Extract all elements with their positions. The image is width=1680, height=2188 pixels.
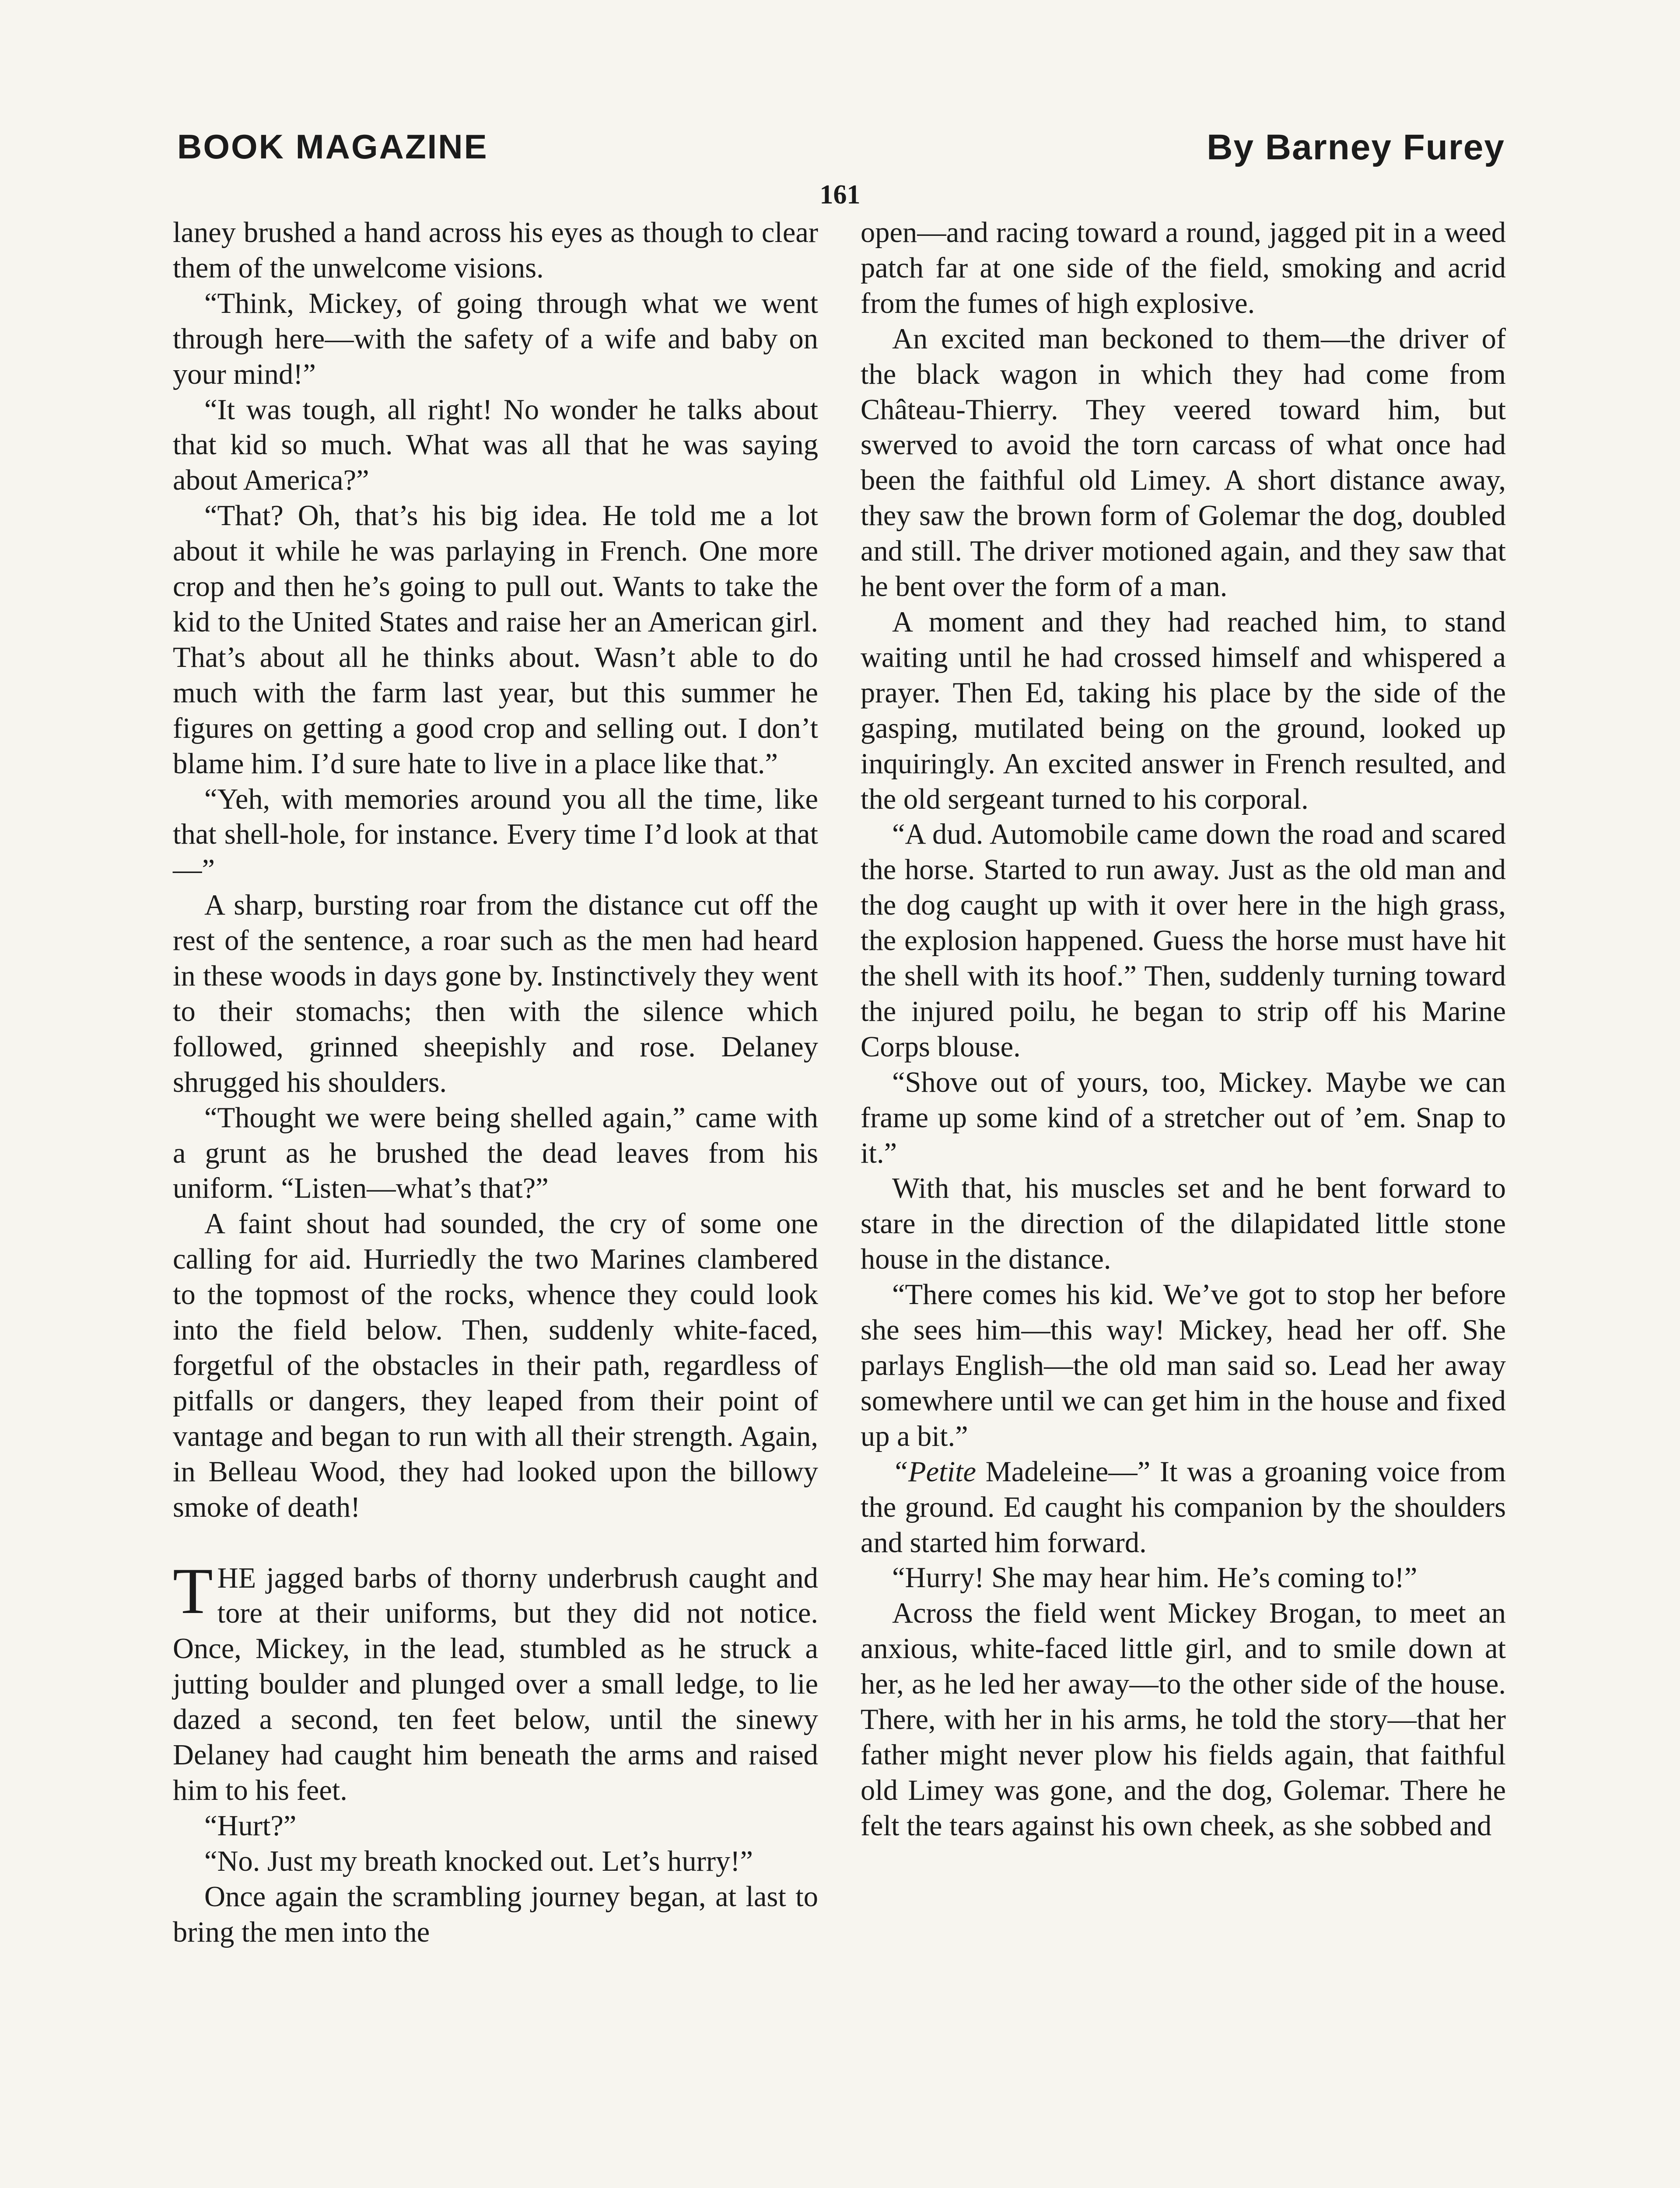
paragraph: A sharp, bursting roar from the distance cut off the rest of the sentence, a roar such as the men had heard in these woods in days gone by. Instinctively they went to their stomachs; then with the silence which followed, grinned sheepishly and rose. Delaney shrugged his shoulders. bbox=[173, 889, 818, 1098]
section-break bbox=[173, 1525, 818, 1561]
paragraph: “There comes his kid. We’ve got to stop her before she sees him—this way! Mickey, head her off. She parlays English—the old man said so. Lead her away somewhere until we can get him in the house and fixed up a bit.” bbox=[861, 1279, 1506, 1452]
magazine-title: BOOK MAGAZINE bbox=[177, 127, 488, 166]
paragraph: “A dud. Automobile came down the road and scared the horse. Started to run away. Just as the old man and the dog caught up with it over here in the high grass, the explosion happened. Guess the horse must have hit the shell with its hoof.” Then, suddenly turning toward the injured poilu, he began to strip off his Marine Corps blouse. bbox=[861, 818, 1506, 1063]
paragraph: Once again the scrambling journey began, at last to bring the men into the bbox=[173, 1880, 818, 1948]
paragraph: “Think, Mickey, of going through what we went through here—with the safety of a wife and baby on your mind!” bbox=[173, 287, 818, 390]
paragraph bbox=[861, 1455, 1506, 1561]
paragraph: open—and racing toward a round, jagged pit in a weed patch far at one side of the field, smoking and acrid from the fumes of high explosive. bbox=[861, 217, 1506, 319]
author-byline: By Barney Furey bbox=[1207, 127, 1505, 167]
drop-cap: T bbox=[173, 1554, 213, 1627]
right-column bbox=[861, 215, 1506, 1844]
paragraph: “That? Oh, that’s his big idea. He told me a lot about it while he was parlaying in French. One more crop and then he’s going to pull out. Wants to take the kid to the United States and raise her an American girl. That’s about all he thinks about. Wasn’t able to do much with the farm last year, but this summer he figures on getting a good crop and selling out. I don’t blame him. I’d sure hate to live in a place like that.” bbox=[173, 500, 818, 780]
paragraph: “Hurt?” bbox=[204, 1809, 297, 1842]
paragraph: “It was tough, all right! No wonder he talks about that kid so much. What was all that he was saying about America?” bbox=[173, 393, 818, 497]
paragraph: Across the field went Mickey Brogan, to meet an anxious, white-faced little girl, and to smile down at her, as he led her away—to the other side of the house. There, with her in his arms, he told the story—that her father might never plow his fields again, that faithful old Limey was gone, and the dog, Golemar. There he felt the tears against his own cheek, as she sobbed and bbox=[861, 1597, 1506, 1842]
paragraph: “Yeh, with memories around you all the time, like that shell-hole, for instance. Every time I’d look at that—” bbox=[173, 783, 818, 886]
paragraph: “No. Just my breath knocked out. Let’s hurry!” bbox=[204, 1845, 753, 1877]
left-column bbox=[173, 215, 818, 1950]
paragraph: laney brushed a hand across his eyes as though to clear them of the unwelcome visions. bbox=[173, 217, 818, 284]
paragraph: “Hurry! She may hear him. He’s coming to!” bbox=[892, 1562, 1418, 1594]
page-number: 161 bbox=[819, 180, 861, 210]
paragraph: An excited man beckoned to them—the driver of the black wagon in which they had come from Château-Thierry. They veered toward him, but swerved to avoid the torn carcass of what once had been the faithful old Limey. A short distance away, they saw the brown form of Golemar the dog, doubled and still. The driver motioned again, and they saw that he bent over the form of a man. bbox=[861, 323, 1506, 603]
paragraph: With that, his muscles set and he bent forward to stare in the direction of the dilapidated little stone house in the distance. bbox=[861, 1172, 1506, 1276]
italic-text: “Petite bbox=[892, 1455, 976, 1488]
paragraph-text: HE jagged barbs of thorny underbrush caught and tore at their uniforms, but they did not notice. Once, Mickey, in the lead, stumbled as he struck a jutting boulder and plunged over a small ledge, to lie dazed a second, ten feet below, until the sinewy Delaney had caught him beneath the arms and raised him to his feet. bbox=[173, 1562, 818, 1806]
paragraph: A faint shout had sounded, the cry of some one calling for aid. Hurriedly the two Marines clambered to the topmost of the rocks, whence they could look into the field below. Then, suddenly white-faced, forgetful of the obstacles in their path, regardless of pitfalls or dangers, they leaped from their point of vantage and began to run with all their strength. Again, in Belleau Wood, they had looked upon the billowy smoke of death! bbox=[173, 1208, 818, 1523]
paragraph-text: Madeleine—” It was a groaning voice from the ground. Ed caught his companion by the shoulders and started him forward. bbox=[861, 1455, 1506, 1559]
paragraph: “Shove out of yours, too, Mickey. Maybe we can frame up some kind of a stretcher out of ’em. Snap to it.” bbox=[861, 1066, 1506, 1169]
paragraph: “Thought we were being shelled again,” came with a grunt as he brushed the dead leaves from his uniform. “Listen—what’s that?” bbox=[173, 1101, 818, 1205]
dropcap-paragraph bbox=[173, 1554, 818, 1809]
paragraph: A moment and they had reached him, to stand waiting until he had crossed himself and whispered a prayer. Then Ed, taking his place by the side of the gasping, mutilated being on the ground, looked up inquiringly. An excited answer in French resulted, and the old sergeant turned to his corporal. bbox=[861, 606, 1506, 815]
